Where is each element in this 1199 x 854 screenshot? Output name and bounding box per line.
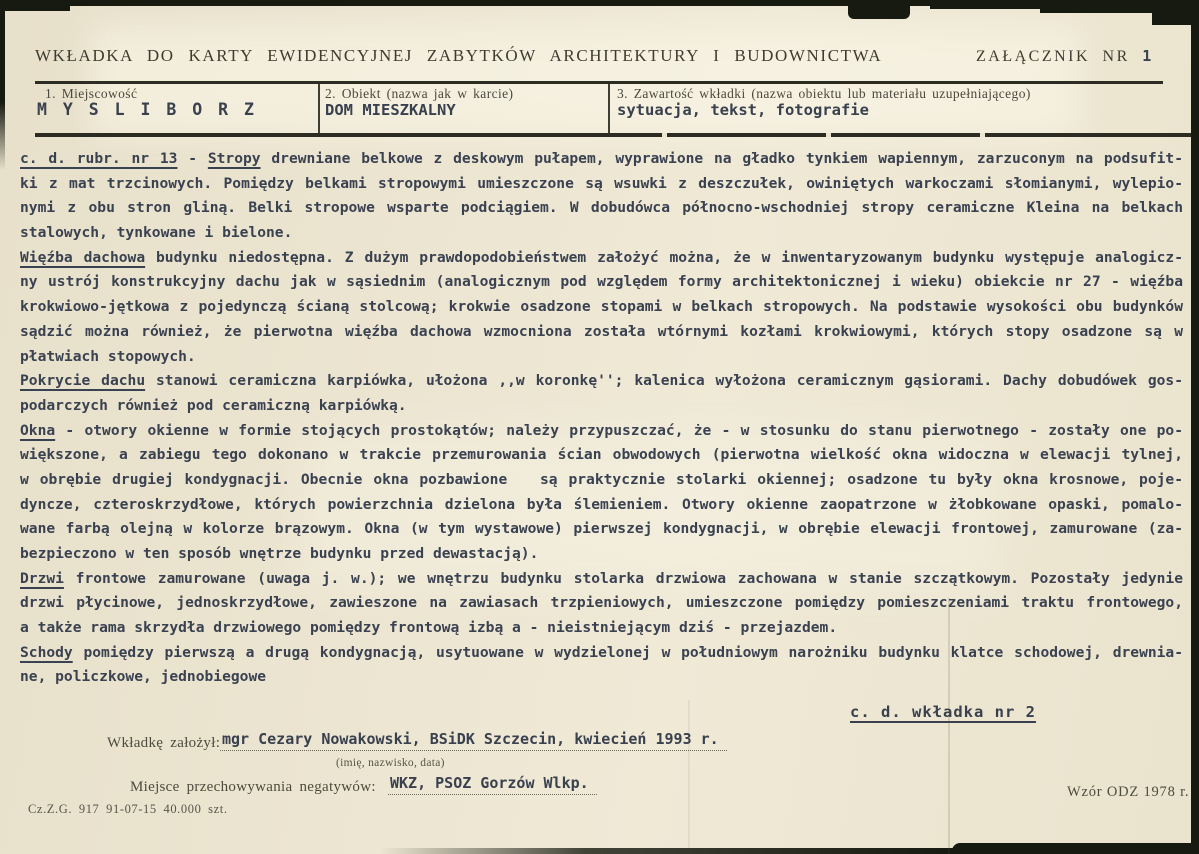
body-line: większone, a zabiegu tego dokonano w trakcie przemurowania ścian obwodowych (pierwotna wielkość okna widoczna w elewacji tylnej, bbox=[20, 446, 1183, 464]
table-bottom-rule bbox=[35, 133, 1199, 137]
annex-label bbox=[976, 47, 1151, 66]
continuation-note: c. d. wkładka nr 2 bbox=[850, 703, 1036, 721]
body-line: Pokrycie dachu stanowi ceramiczna karpiówka, ułożona ,,w koronkę''; kalenica wyłożona ceramicznym gąsiorami. Dachy dobudówek gos- bbox=[20, 372, 1183, 390]
field-value-contents: sytuacja, tekst, fotografie bbox=[617, 101, 869, 119]
field-label-object: 2. Obiekt (nazwa jak w karcie) bbox=[325, 86, 514, 101]
body-line: w obrębie drugiej kondygnacji. Obecnie okna pozbawione są praktycznie stolarki okiennej; osadzone tu były okna krosnowe, poje- bbox=[20, 470, 1183, 488]
paper-crease bbox=[948, 598, 950, 854]
body-line: ne, policzkowe, jednobiegowe bbox=[20, 668, 267, 686]
body-line: krokwiowo-jętkowa z pojedynczą ścianą stolcową; krokwie osadzone stopami w belkach stropowych. Na podstawie wysokości obu budynków bbox=[20, 298, 1183, 316]
body-line: ki z mat trzcinowych. Pomiędzy belkami stropowymi umieszczone są wsuwki z deszczułek, owiniętych warkoczami słomianymi, wylepio- bbox=[20, 174, 1183, 192]
field-value-object: DOM MIESZKALNY bbox=[325, 101, 456, 119]
body-line: stalowych, tynkowane i bielone. bbox=[20, 224, 293, 242]
scan-edge-top-left-blob bbox=[0, 0, 70, 11]
field-value-locality: M Y S L I B O R Z bbox=[37, 100, 257, 119]
rule-gap bbox=[662, 133, 667, 137]
founder-label: Wkładkę założył: bbox=[107, 735, 221, 751]
body-line: sądzić można również, że pierwotna więźba dachowa wzmocniona została wtórnymi kozłami krokwiowymi, których stopy osadzone są w bbox=[20, 322, 1183, 340]
table-divider bbox=[608, 84, 610, 134]
body-line: a także rama skrzydła drzwiowego pomiędzy frontową izbą a - nieistniejącym dziś - przejazdem. bbox=[20, 619, 838, 637]
founder-value: mgr Cezary Nowakowski, BSiDK Szczecin, kwiecień 1993 r. bbox=[220, 730, 727, 751]
scan-edge-bottom-right bbox=[952, 843, 1199, 854]
print-code: Cz.Z.G. 917 91-07-15 40.000 szt. bbox=[28, 802, 228, 816]
founder-sublabel: (imię, nazwisko, data) bbox=[336, 757, 445, 769]
body-line: ny ustrój konstrukcyjny dachu jak w sąsiednim (analogicznym pod względem formy architektonicznej i wieku) obiekcie nr 27 - więźba bbox=[20, 273, 1183, 291]
field-label-locality: 1. Miejscowość bbox=[45, 86, 138, 101]
table-divider bbox=[318, 84, 320, 134]
scan-edge-top-blob bbox=[848, 0, 910, 19]
body-line: bezpieczono w ten sposób wnętrze budynku przed dewastacją). bbox=[20, 545, 539, 562]
body-line: podarczych również pod ceramiczną karpiówką. bbox=[20, 396, 407, 414]
body-line: Drzwi frontowe zamurowane (uwaga j. w.); we wnętrzu budynku stolarka drzwiowa zachowana w stanie szczątkowym. Pozostały jedynie bbox=[20, 569, 1183, 587]
body-line: Schody pomiędzy pierwszą a drugą kondygnacją, usytuowane w wydzielonej w południowym narożniku budynku klatce schodowej, drewnia- bbox=[20, 643, 1183, 661]
body-line: Więźba dachowa budynku niedostępna. Z dużym prawdopodobieństwem założyć można, że w inwentaryzowanym budynku występuje analogicz- bbox=[20, 248, 1183, 266]
body-text bbox=[20, 147, 1183, 690]
body-line: nymi z obu stron gliną. Belki stropowe wsparte podciągiem. W dobudówca północno-wschodniej stropy ceramiczne Kleina na belkach bbox=[20, 199, 1183, 217]
form-title: WKŁADKA DO KARTY EWIDENCYJNEJ ZABYTKÓW ARCHITEKTURY I BUDOWNICTWA bbox=[35, 46, 883, 65]
scan-edge-left bbox=[0, 0, 5, 170]
rule-gap bbox=[980, 133, 985, 137]
annex-label-text: ZAŁĄCZNIK NR bbox=[976, 48, 1130, 65]
body-line: Okna - otwory okienne w formie stojących prostokątów; należy przypuszczać, że - w stosunku do stanu pierwotnego - zostały one po- bbox=[20, 421, 1183, 439]
scan-edge-top-blob bbox=[930, 0, 1050, 9]
form-note: Wzór ODZ 1978 r. bbox=[1067, 784, 1190, 800]
paper-crease bbox=[688, 700, 690, 854]
table-top-rule bbox=[35, 81, 1163, 84]
rule-gap bbox=[826, 133, 831, 137]
body-line: dyncze, czteroskrzydłowe, których powierzchnia dzielona była ślemieniem. Otwory okienne zaopatrzone w żłobkowane opaski, pomalo- bbox=[20, 495, 1183, 513]
body-line: płatwiach stopowych. bbox=[20, 347, 196, 365]
negatives-label: Miejsce przechowywania negatywów: bbox=[130, 779, 376, 795]
body-line: wane farbą olejną w kolorze brązowym. Okna (w tym wystawowe) pierwszej kondygnacji, w obrębie elewacji frontowej, zamurowane (za- bbox=[20, 520, 1183, 538]
scan-edge-right bbox=[1191, 16, 1199, 854]
body-line: c. d. rubr. nr 13 - Stropy drewniane belkowe z deskowym pułapem, wyprawione na gładko tynkiem wapiennym, zarzuconym na podsufit- bbox=[20, 150, 1183, 167]
field-label-contents: 3. Zawartość wkładki (nazwa obiektu lub materiału uzupełniającego) bbox=[617, 86, 1031, 101]
body-line: drzwi płycinowe, jednoskrzydłowe, zawieszone na zawiasach trzpieniowych, umieszczone pomiędzy pomieszczeniami traktu frontowego, bbox=[20, 594, 1183, 612]
annex-number: 1 bbox=[1142, 47, 1152, 65]
negatives-value: WKZ, PSOZ Gorzów Wlkp. bbox=[388, 774, 597, 795]
